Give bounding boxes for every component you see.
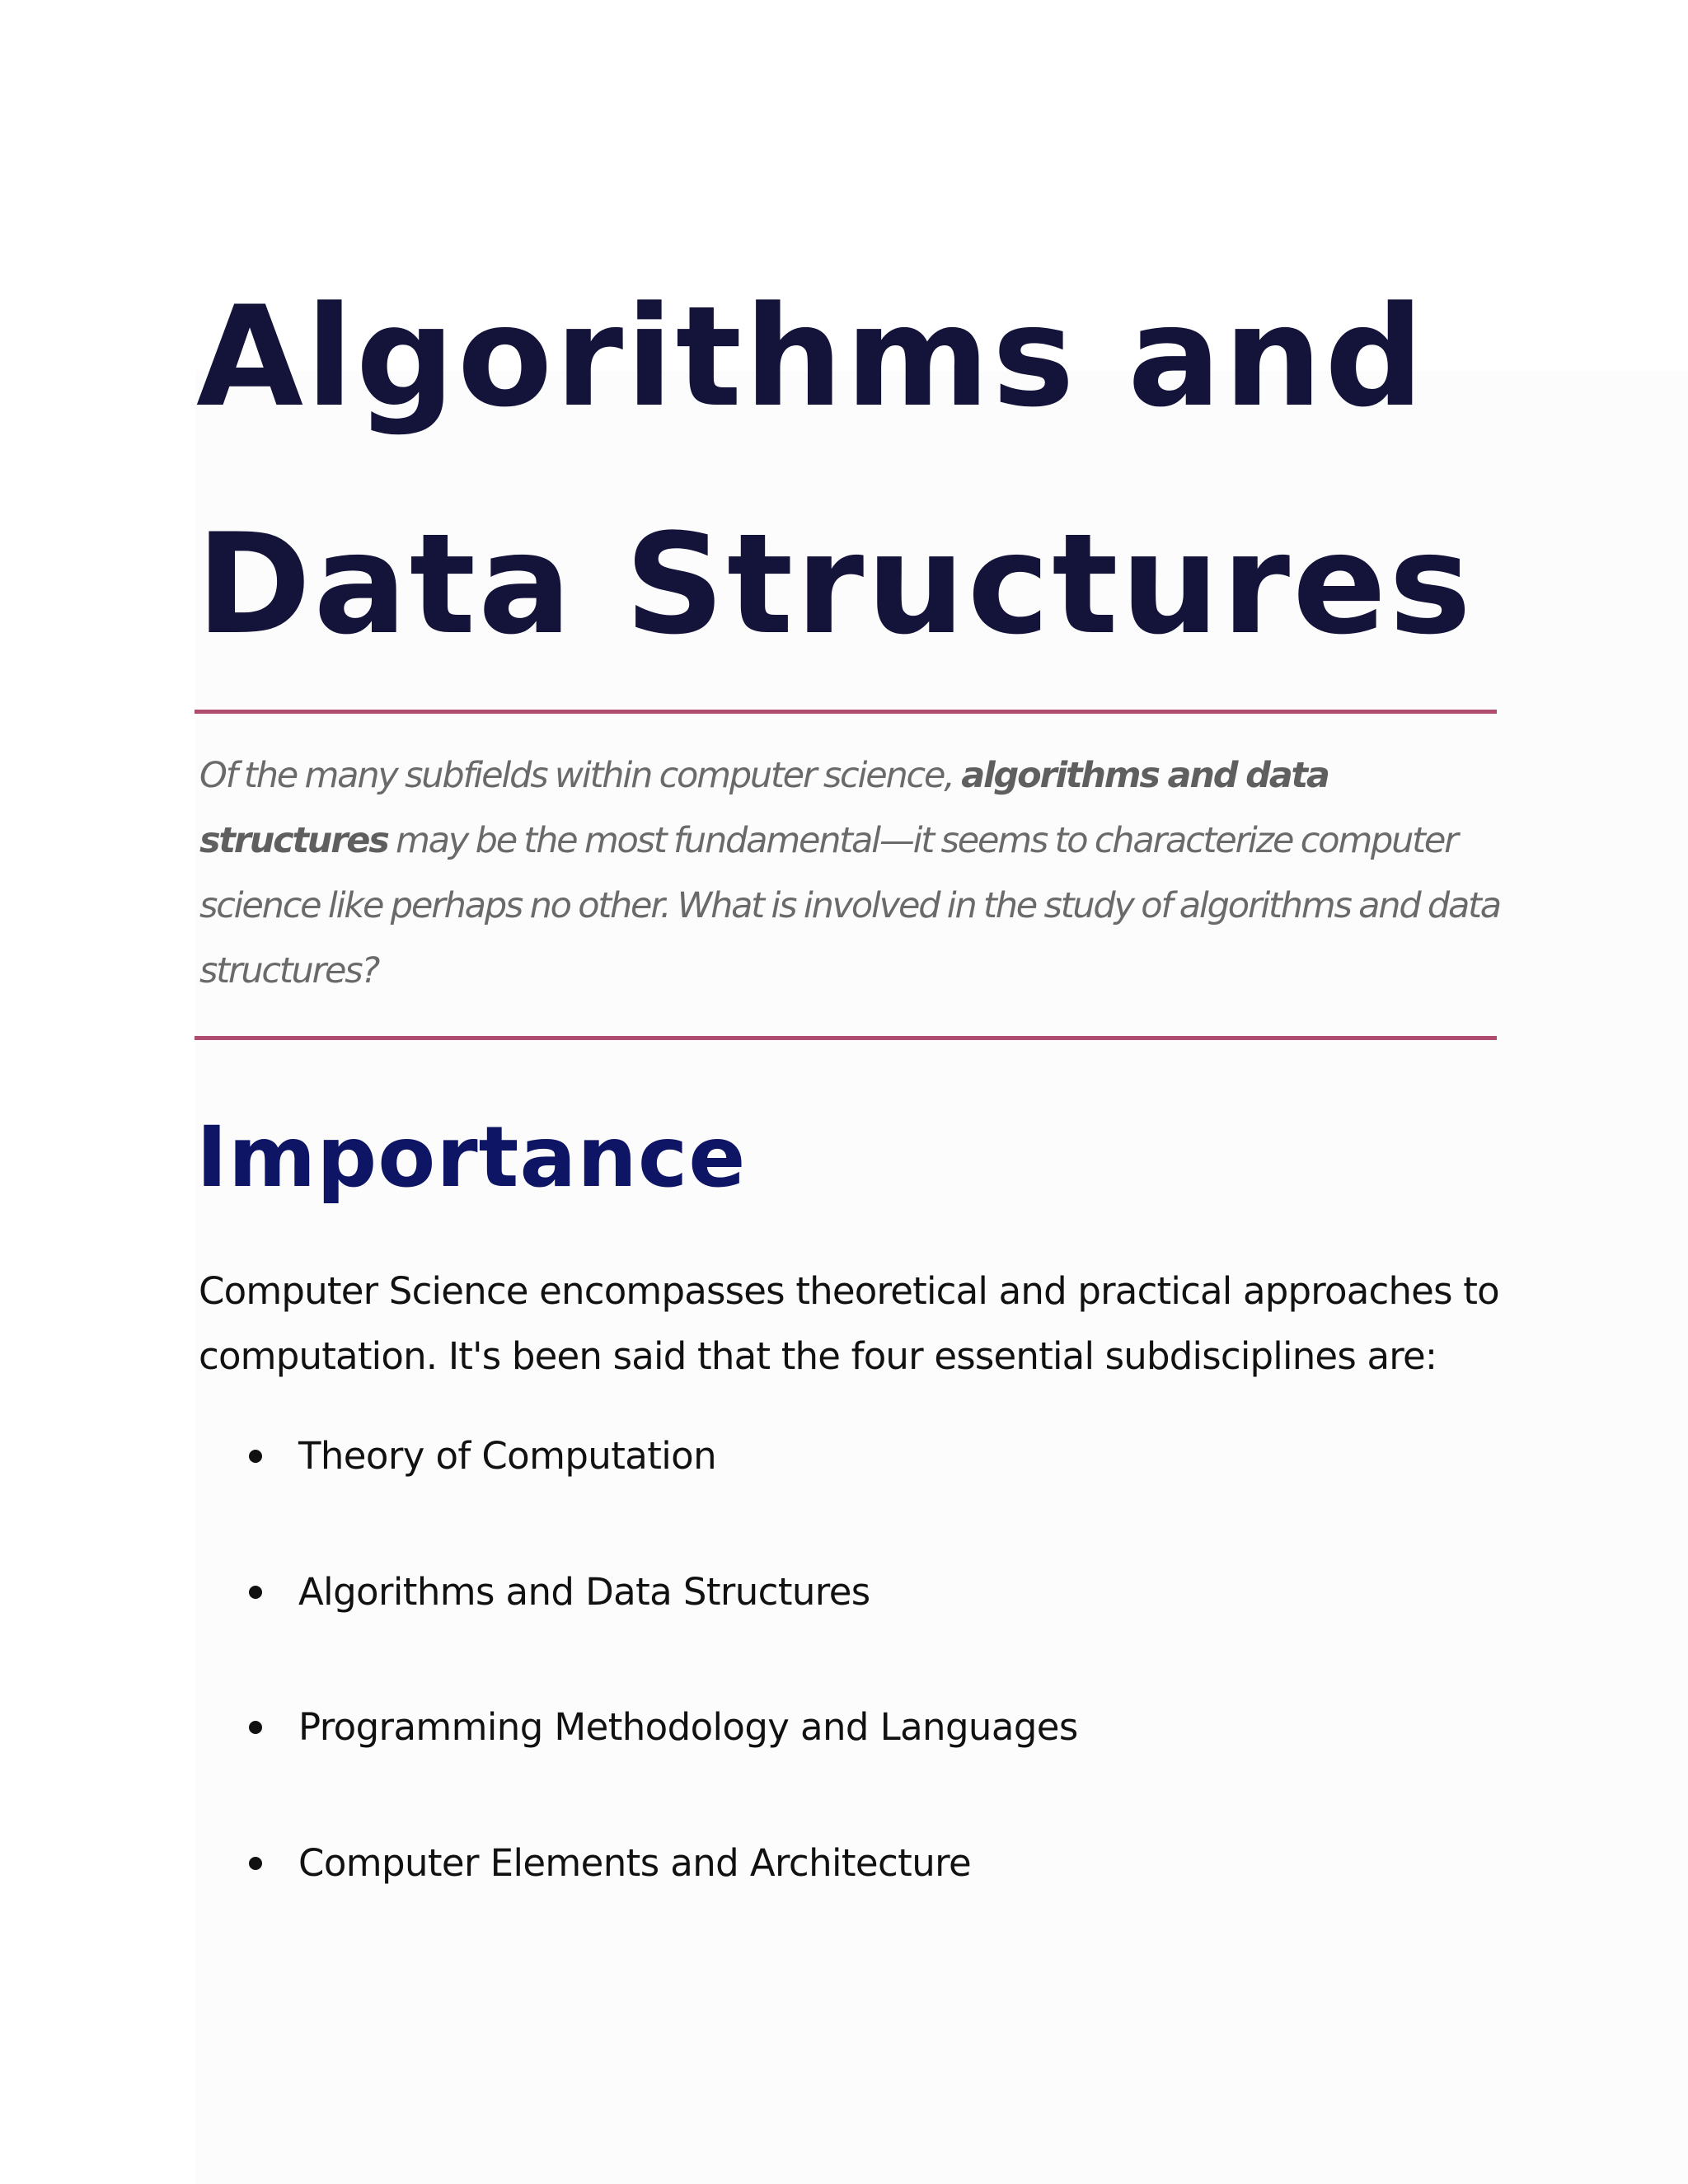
title-line-2: Data Structures [196,504,1475,665]
body-paragraph: Computer Science encompasses theoretical and practical approaches to computation. It's been said that the four essential subdisciplines are: [199,1269,1499,1378]
lead-text-start: Of the many subfields within computer science, [199,755,962,796]
title-line-1: Algorithms and [196,276,1427,438]
page-title [196,243,1515,698]
list-item-text: Algorithms and Data Structures [298,1570,870,1614]
bullet-icon [249,1586,262,1599]
section-heading: Importance [196,1108,747,1207]
top-divider [195,710,1497,714]
lead-text-end: may be the most fundamental—it seems to characterize computer science like perhaps no other. What is involved in the study of algorithms and data structures? [199,820,1500,991]
list-item-text: Computer Elements and Architecture [298,1841,972,1885]
lead-bold-phrase: algorithms and data structures [199,755,1329,861]
list-item-text: Theory of Computation [298,1434,717,1478]
list-item-text: Programming Methodology and Languages [298,1705,1078,1749]
bullet-icon [249,1450,262,1463]
bottom-divider [195,1036,1497,1040]
bullet-icon [249,1721,262,1734]
lead-paragraph [199,743,1502,1004]
bullet-icon [249,1857,262,1870]
